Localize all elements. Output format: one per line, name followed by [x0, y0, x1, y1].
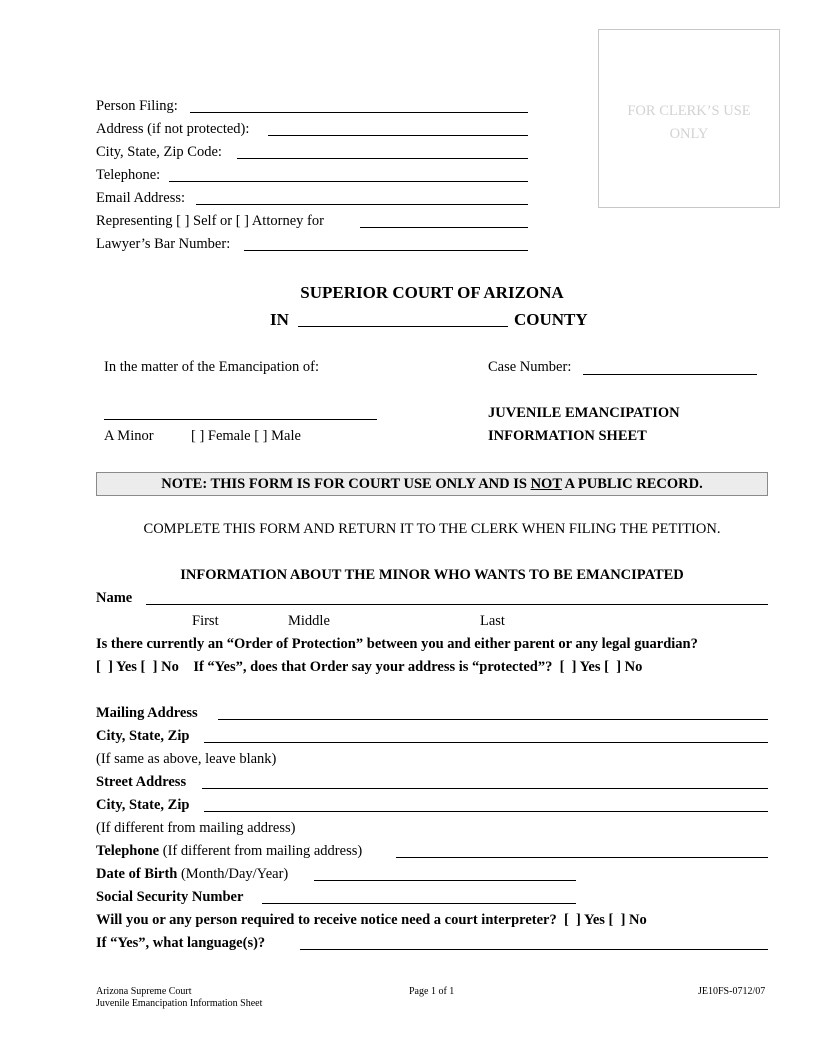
case-number-field[interactable]	[583, 374, 757, 375]
instruction-text: COMPLETE THIS FORM AND RETURN IT TO THE CLERK WHEN FILING THE PETITION.	[143, 521, 721, 537]
minor-telephone-field[interactable]	[396, 857, 768, 858]
footer-page-number: Page 1 of 1	[409, 986, 455, 997]
note-text-after: A PUBLIC RECORD.	[561, 476, 703, 492]
minor-label: A Minor	[104, 428, 154, 444]
mailing-address-field[interactable]	[218, 719, 768, 720]
bar-number-label: Lawyer’s Bar Number:	[96, 236, 231, 252]
clerk-use-label	[598, 100, 780, 146]
court-in-label: IN	[270, 310, 289, 329]
minor-name-field[interactable]	[104, 419, 377, 420]
person-filing-label: Person Filing:	[96, 98, 178, 114]
name-middle-label: Middle	[288, 613, 330, 629]
interpreter-question[interactable]: Will you or any person required to receive notice need a court interpreter? [ ] Yes [ ] No	[96, 912, 647, 928]
street-city-state-zip-field[interactable]	[204, 811, 768, 812]
telephone-note: (If different from mailing address)	[159, 843, 363, 859]
different-from-mailing-note: (If different from mailing address)	[96, 820, 296, 836]
order-of-protection-question: Is there currently an “Order of Protection” between you and either parent or any legal guardian?	[96, 636, 698, 652]
city-state-zip-label: City, State, Zip Code:	[96, 144, 222, 160]
name-last-label: Last	[480, 613, 505, 629]
language-label: If “Yes”, what language(s)?	[96, 935, 266, 951]
street-address-field[interactable]	[202, 788, 768, 789]
court-title: SUPERIOR COURT OF ARIZONA	[300, 283, 564, 302]
telephone-label: Telephone:	[96, 167, 161, 183]
address-field[interactable]	[268, 135, 528, 136]
form-title-line-2: INFORMATION SHEET	[488, 428, 647, 444]
note-text-not: NOT	[530, 476, 562, 492]
representing-label: Representing [ ] Self or [ ] Attorney for	[96, 213, 324, 229]
telephone-label-bold: Telephone	[96, 843, 160, 859]
email-field[interactable]	[196, 204, 528, 205]
note-text-before: NOTE: THIS FORM IS FOR COURT USE ONLY AND IS	[161, 476, 531, 492]
footer-form-code: JE10FS-0712/07	[698, 986, 766, 997]
clerk-use-line-1: FOR CLERK’S USE	[627, 103, 751, 119]
dob-field[interactable]	[314, 880, 576, 881]
dob-note: (Month/Day/Year)	[177, 866, 289, 882]
county-field[interactable]	[298, 326, 508, 327]
mailing-city-state-zip-label: City, State, Zip	[96, 728, 190, 744]
ssn-field[interactable]	[262, 903, 576, 904]
name-first-label: First	[192, 613, 219, 629]
form-title-line-1: JUVENILE EMANCIPATION	[488, 405, 680, 421]
person-filing-field[interactable]	[190, 112, 528, 113]
name-label: Name	[96, 590, 133, 606]
order-of-protection-answers[interactable]: [ ] Yes [ ] No If “Yes”, does that Order say your address is “protected”? [ ] Yes [ ] No	[96, 659, 643, 675]
case-number-label: Case Number:	[488, 359, 572, 375]
bar-number-field[interactable]	[244, 250, 528, 251]
street-address-label: Street Address	[96, 774, 187, 790]
public-record-note	[96, 472, 768, 496]
section-title: INFORMATION ABOUT THE MINOR WHO WANTS TO BE EMANCIPATED	[180, 567, 684, 583]
city-state-zip-field[interactable]	[237, 158, 528, 159]
language-field[interactable]	[300, 949, 768, 950]
street-city-state-zip-label: City, State, Zip	[96, 797, 190, 813]
telephone-field[interactable]	[169, 181, 528, 182]
email-label: Email Address:	[96, 190, 186, 206]
ssn-label: Social Security Number	[96, 889, 244, 905]
address-label: Address (if not protected):	[96, 121, 250, 137]
attorney-for-field[interactable]	[360, 227, 528, 228]
dob-row-label	[96, 866, 288, 883]
dob-label-bold: Date of Birth	[96, 866, 178, 882]
telephone-row-label	[96, 843, 362, 860]
county-label: COUNTY	[514, 310, 588, 329]
gender-checkboxes[interactable]: [ ] Female [ ] Male	[191, 428, 301, 444]
name-field[interactable]	[146, 604, 768, 605]
same-as-above-note: (If same as above, leave blank)	[96, 751, 277, 767]
mailing-city-state-zip-field[interactable]	[204, 742, 768, 743]
matter-label: In the matter of the Emancipation of:	[104, 359, 320, 375]
mailing-address-label: Mailing Address	[96, 705, 198, 721]
clerk-use-line-2: ONLY	[669, 126, 709, 142]
footer-form-name: Juvenile Emancipation Information Sheet	[96, 998, 263, 1009]
footer-court-name: Arizona Supreme Court	[96, 986, 192, 997]
